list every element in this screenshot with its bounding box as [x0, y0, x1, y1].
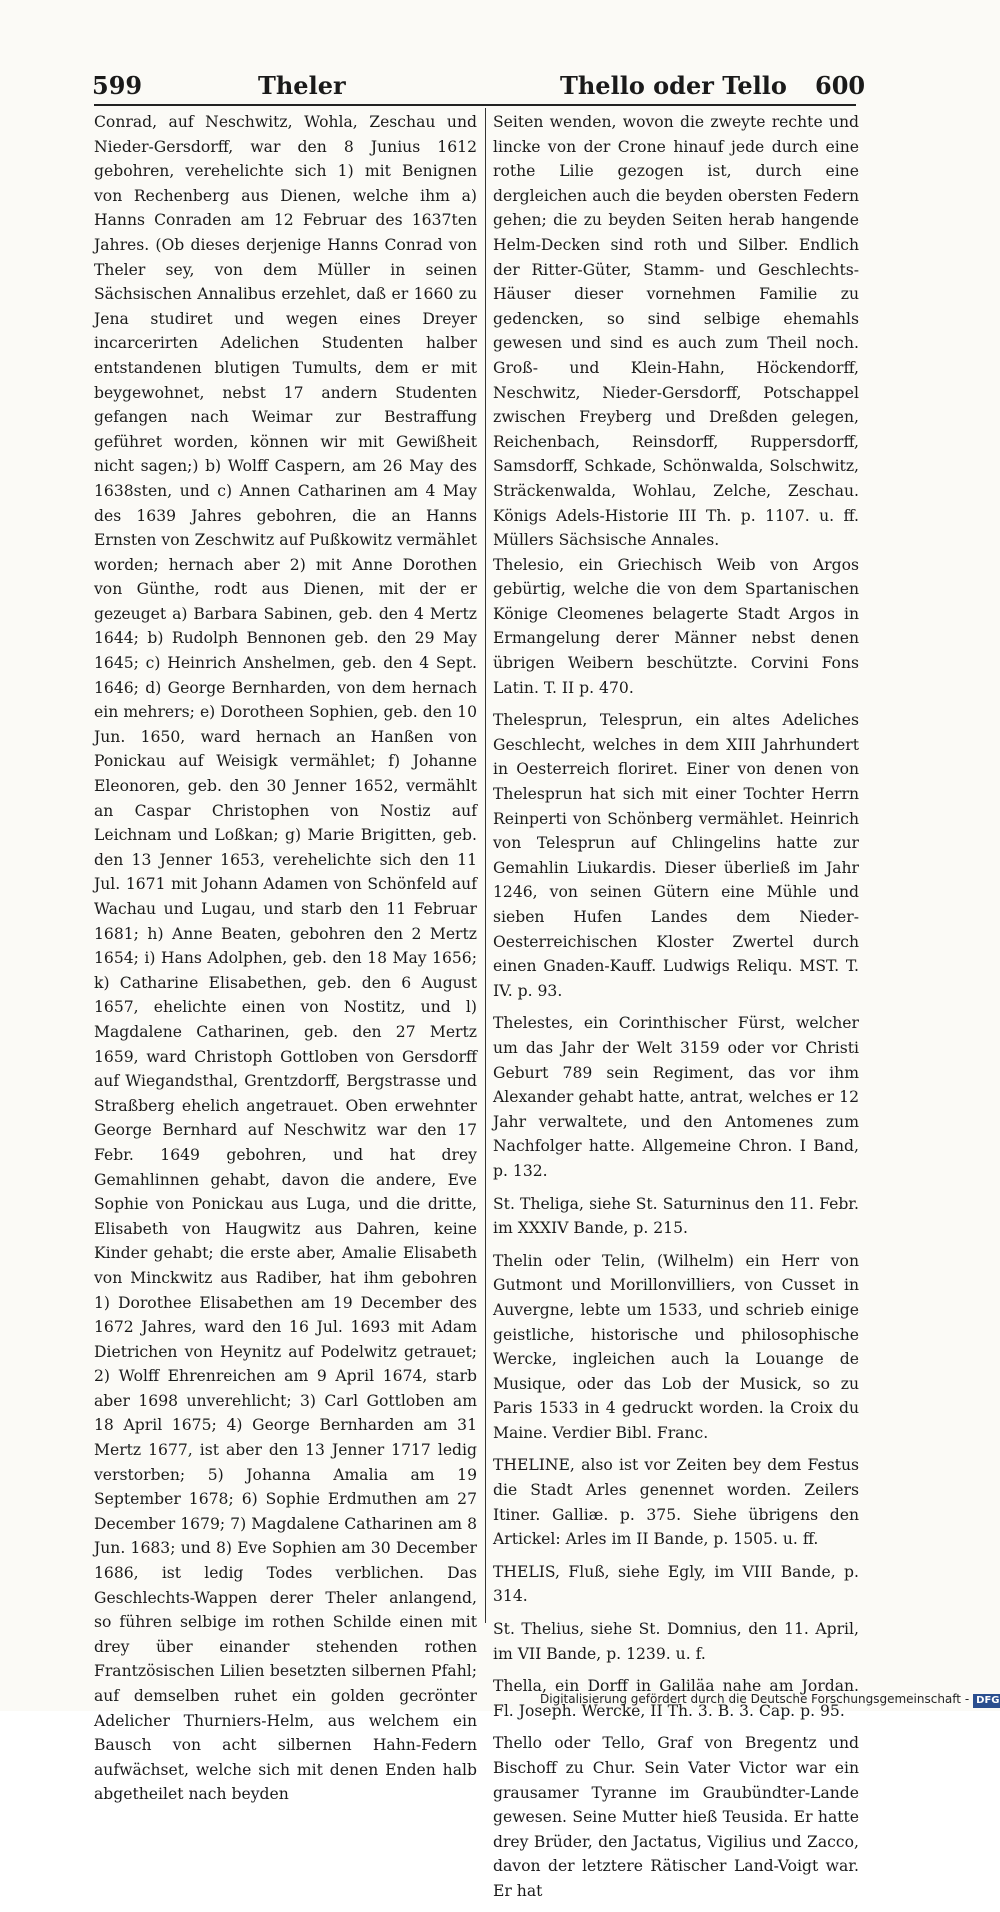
header-rule	[94, 104, 856, 106]
left-column	[94, 110, 477, 1807]
entry-thelin: Thelin oder Telin, (Wilhelm) ein Herr von Gutmont und Morillonvilliers, von Cusset in Auvergne, lebte um 1533, und schrieb einige geistliche, historische und philosophische Wercke, ingleichen auch la Louange de Musique, oder das Lob der Musick, so zu Paris 1533 in 4 gedruckt worden. la Croix du Maine. Verdier Bibl. Franc.	[493, 1251, 859, 1442]
digitization-footer	[540, 1692, 1000, 1708]
left-running-title: Theler	[258, 71, 346, 100]
right-page-number: 600	[815, 71, 866, 100]
entry-thelesprun: Thelesprun, Telesprun, ein altes Adeliches Geschlecht, welches in dem XIII Jahrhundert in Oesterreich floriret. Einer von denen von Thelesprun hat sich mit einer Tochter Herrn Reinperti von Schönberg vermählet. Heinrich von Telesprun auf Chlingelins hatte zur Gemahlin Liukardis. Dieser überließ im Jahr 1246, von seinen Gütern eine Mühle und sieben Hufen Landes dem Nieder-Oesterreichischen Kloster Zwertel durch einen Gnaden-Kauff. Ludwigs Reliqu. MST. T. IV. p. 93.	[493, 711, 859, 1000]
entry-thelius: St. Thelius, siehe St. Domnius, den 11. April, im VII Bande, p. 1239. u. f.	[493, 1620, 859, 1663]
entry-thella: Thella, ein Dorff in Galiläa nahe am Jordan. Fl. Joseph. Wercke, II Th. 3. B. 3. Cap. p. 95.	[493, 1677, 859, 1720]
right-column	[493, 110, 859, 1912]
entry-theline: THELINE, also ist vor Zeiten bey dem Festus die Stadt Arles genennet worden. Zeilers Itiner. Galliæ. p. 375. Siehe übrigens den Artickel: Arles im II Bande, p. 1505. u. ff.	[493, 1456, 859, 1549]
column-divider	[485, 108, 486, 1623]
entry-thelis: THELIS, Fluß, siehe Egly, im VIII Bande, p. 314.	[493, 1562, 859, 1606]
entry-theliga: St. Theliga, siehe St. Saturninus den 11. Febr. im XXXIV Bande, p. 215.	[493, 1194, 859, 1238]
right-running-title: Thello oder Tello	[560, 71, 787, 100]
entry-thello: Thello oder Tello, Graf von Bregentz und Bischoff zu Chur. Sein Vater Victor war ein grausamer Tyranne im Graubündter-Lande gewesen. Seine Mutter hieß Teusida. Er hatte drey Brüder, den Jactatus, Vigilius und Zacco, davon der letztere Rätischer Land-Voigt war. Er hat	[493, 1734, 859, 1900]
entry-thelestes: Thelestes, ein Corinthischer Fürst, welcher um das Jahr der Welt 3159 oder vor Christi Geburt 789 sein Regiment, das vor ihm Alexander gehabt hatte, antrat, welches er 12 Jahr verwaltete, und den Antomenes zum Nachfolger hatte. Allgemeine Chron. I Band, p. 132.	[493, 1014, 859, 1180]
dfg-logo: DFG	[973, 1694, 1000, 1708]
right-column-continuation: Seiten wenden, wovon die zweyte rechte und lincke von der Crone hinauf jede durch eine rothe Lilie gezogen ist, durch eine dergleichen auch die beyden obersten Federn gehen; die zu beyden Seiten herab hangende Helm-Decken sind roth und Silber. Endlich der Ritter-Güter, Stamm- und Geschlechts-Häuser dieser vornehmen Familie zu gedencken, so sind selbige ehemahls gewesen und sind es auch zum Theil noch. Groß- und Klein-Hahn, Höckendorff, Neschwitz, Nieder-Gersdorff, Potschappel zwischen Freyberg und Dreßden gelegen, Reichenbach, Reinsdorff, Ruppersdorff, Samsdorff, Schkade, Schönwalda, Solschwitz, Sträckenwalda, Wohlau, Zelche, Zeschau. Königs Adels-Historie III Th. p. 1107. u. ff. Müllers Sächsische Annales.	[493, 113, 859, 550]
left-page-number: 599	[92, 71, 143, 100]
entry-thelesio: Thelesio, ein Griechisch Weib von Argos gebürtig, welche die von dem Spartanischen Könige Cleomenes belagerte Stadt Argos in Ermangelung derer Männer nebst denen übrigen Weibern beschützte. Corvini Fons Latin. T. II p. 470.	[493, 555, 859, 697]
footer-credit: Digitalisierung gefördert durch die Deutsche Forschungsgemeinschaft -	[540, 1692, 970, 1706]
left-column-paragraph: Conrad, auf Neschwitz, Wohla, Zeschau und Nieder-Gersdorff, war den 8 Junius 1612 gebohren, verehelichte sich 1) mit Benignen von Rechenberg aus Dienen, welche ihm a) Hanns Conraden am 12 Februar des 1637ten Jahres. (Ob dieses derjenige Hanns Conrad von Theler sey, von dem Müller in seinen Sächsischen Annalibus erzehlet, daß er 1660 zu Jena studiret und wegen eines Dreyer incarcerirten Adelichen Studenten halber entstandenen blutigen Tumults, dem er mit beygewohnet, nebst 17 andern Studenten gefangen nach Weimar zur Bestraffung geführet worden, können wir mit Gewißheit nicht sagen;) b) Wolff Caspern, am 26 May des 1638sten, und c) Annen Catharinen am 4 May des 1639 Jahres gebohren, die an Hanns Ernsten von Zeschwitz auf Pußkowitz vermählet worden; hernach aber 2) mit Anne Dorothen von Günthe, rodt aus Dienen, mit der er gezeuget a) Barbara Sabinen, geb. den 4 Mertz 1644; b) Rudolph Bennonen geb. den 29 May 1645; c) Heinrich Anshelmen, geb. den 4 Sept. 1646; d) George Bernharden, von dem hernach ein mehrers; e) Dorotheen Sophien, geb. den 10 Jun. 1650, ward hernach an Hanßen von Ponickau auf Weisigk vermählet; f) Johanne Eleonoren, geb. den 30 Jenner 1652, vermählt an Caspar Christophen von Nostiz auf Leichnam und Loßkan; g) Marie Brigitten, geb. den 13 Jenner 1653, verehelichte sich den 11 Jul. 1671 mit Johann Adamen von Schönfeld auf Wachau und Lugau, und starb den 11 Februar 1681; h) Anne Beaten, gebohren den 2 Mertz 1654; i) Hans Adolphen, geb. den 18 May 1656; k) Catharine Elisabethen, geb. den 6 August 1657, ehelichte einen von Nostitz, und l) Magdalene Catharinen, geb. den 27 Mertz 1659, ward Christoph Gottloben von Gersdorff auf Wiegandsthal, Grentzdorff, Bergstrasse und Straßberg ehelich angetrauet. Oben erwehnter George Bernhard auf Neschwitz war den 17 Febr. 1649 gebohren, und hat drey Gemahlinnen gehabt, davon die andere, Eve Sophie von Ponickau aus Luga, und die dritte, Elisabeth von Haugwitz aus Dahren, keine Kinder gehabt; die erste aber, Amalie Elisabeth von Minckwitz aus Radiber, hat ihm gebohren 1) Dorothee Elisabethen am 19 December des 1672 Jahres, ward den 16 Jul. 1693 mit Adam Dietrichen von Heynitz auf Podelwitz getrauet; 2) Wolff Ehrenreichen am 9 April 1674, starb aber 1698 unverehlicht; 3) Carl Gottloben am 18 April 1675; 4) George Bernharden am 31 Mertz 1677, ist aber den 13 Jenner 1717 ledig verstorben; 5) Johanna Amalia am 19 September 1678; 6) Sophie Erdmuthen am 27 December 1679; 7) Magdalene Catharinen am 8 Jun. 1683; und 8) Eve Sophien am 30 December 1686, ist ledig Todes verblichen. Das Geschlechts-Wappen derer Theler anlangend, so führen selbige im rothen Schilde einen mit drey über einander stehenden rothen Frantzösischen Lilien besetzten silbernen Pfahl; auf demselben ruhet ein golden gecrönter Adelicher Thurniers-Helm, aus welchem ein Bausch von acht silbernen Hahn-Federn aufwächset, welche sich mit denen Enden halb abgetheilet nach beyden	[94, 113, 477, 1804]
